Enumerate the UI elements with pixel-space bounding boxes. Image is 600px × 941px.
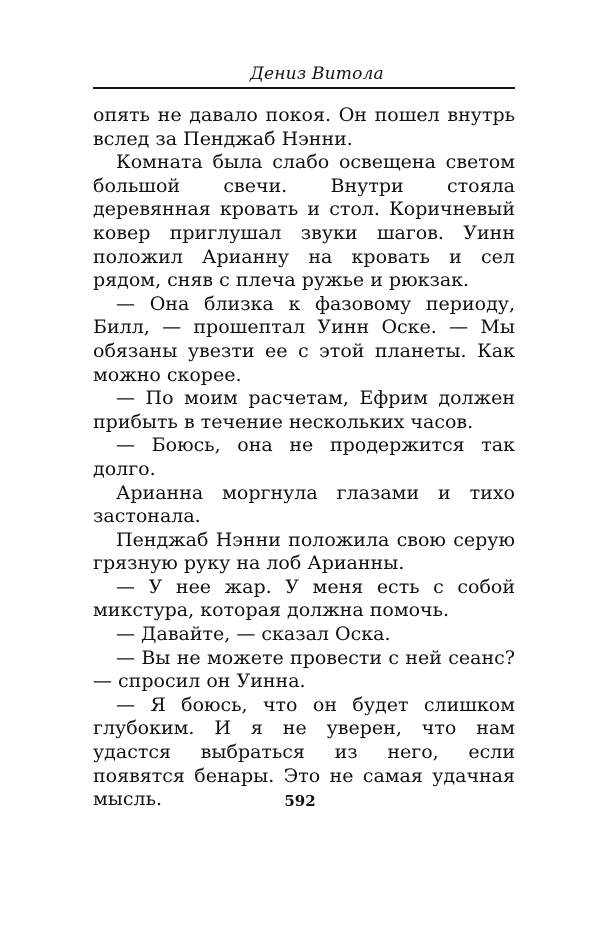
paragraph-dialogue: — Вы не можете провести с ней сеанс? — спросил он Уинна. [93,646,515,693]
body-text [93,104,515,812]
running-head-author: Дениз Витола [250,64,384,84]
paragraph-dialogue: — По моим расчетам, Ефрим должен прибыть в течение нескольких часов. [93,387,515,433]
paragraph-continued: опять не давало покоя. Он пошел внутрь вслед за Пенджаб Нэнни. [93,104,515,150]
paragraph-dialogue: — Я боюсь, что он будет слишком глубоким. И я не уверен, что нам удастся выбраться из него, если появятся бенары. Это не самая удачная мысль. [93,693,515,811]
paragraph-dialogue: — Давайте, — сказал Оска. [116,623,391,646]
paragraph-dialogue: — Боюсь, она не продержится так долго. [93,434,515,480]
paragraph: Комната была слабо освещена светом большой свечи. Внутри стояла деревянная кровать и стол. Коричневый ковер приглушал звуки шагов. Уинн положил Арианну на кровать и сел рядом, сняв с плеча ружье и рюкзак. [93,151,515,292]
page-number: 592 [284,792,316,810]
paragraph-dialogue: — Она близка к фазовому периоду, Билл, — прошептал Уинн Оске. — Мы обязаны увезти ее с этой планеты. Как можно скорее. [93,292,515,386]
paragraph: Арианна моргнула глазами и тихо застонала. [93,481,515,528]
header-rule [93,87,515,89]
paragraph-dialogue: — У нее жар. У меня есть с собой микстура, которая должна помочь. [93,575,515,622]
paragraph: Пенджаб Нэнни положила свою серую грязную руку на лоб Арианны. [93,528,515,575]
